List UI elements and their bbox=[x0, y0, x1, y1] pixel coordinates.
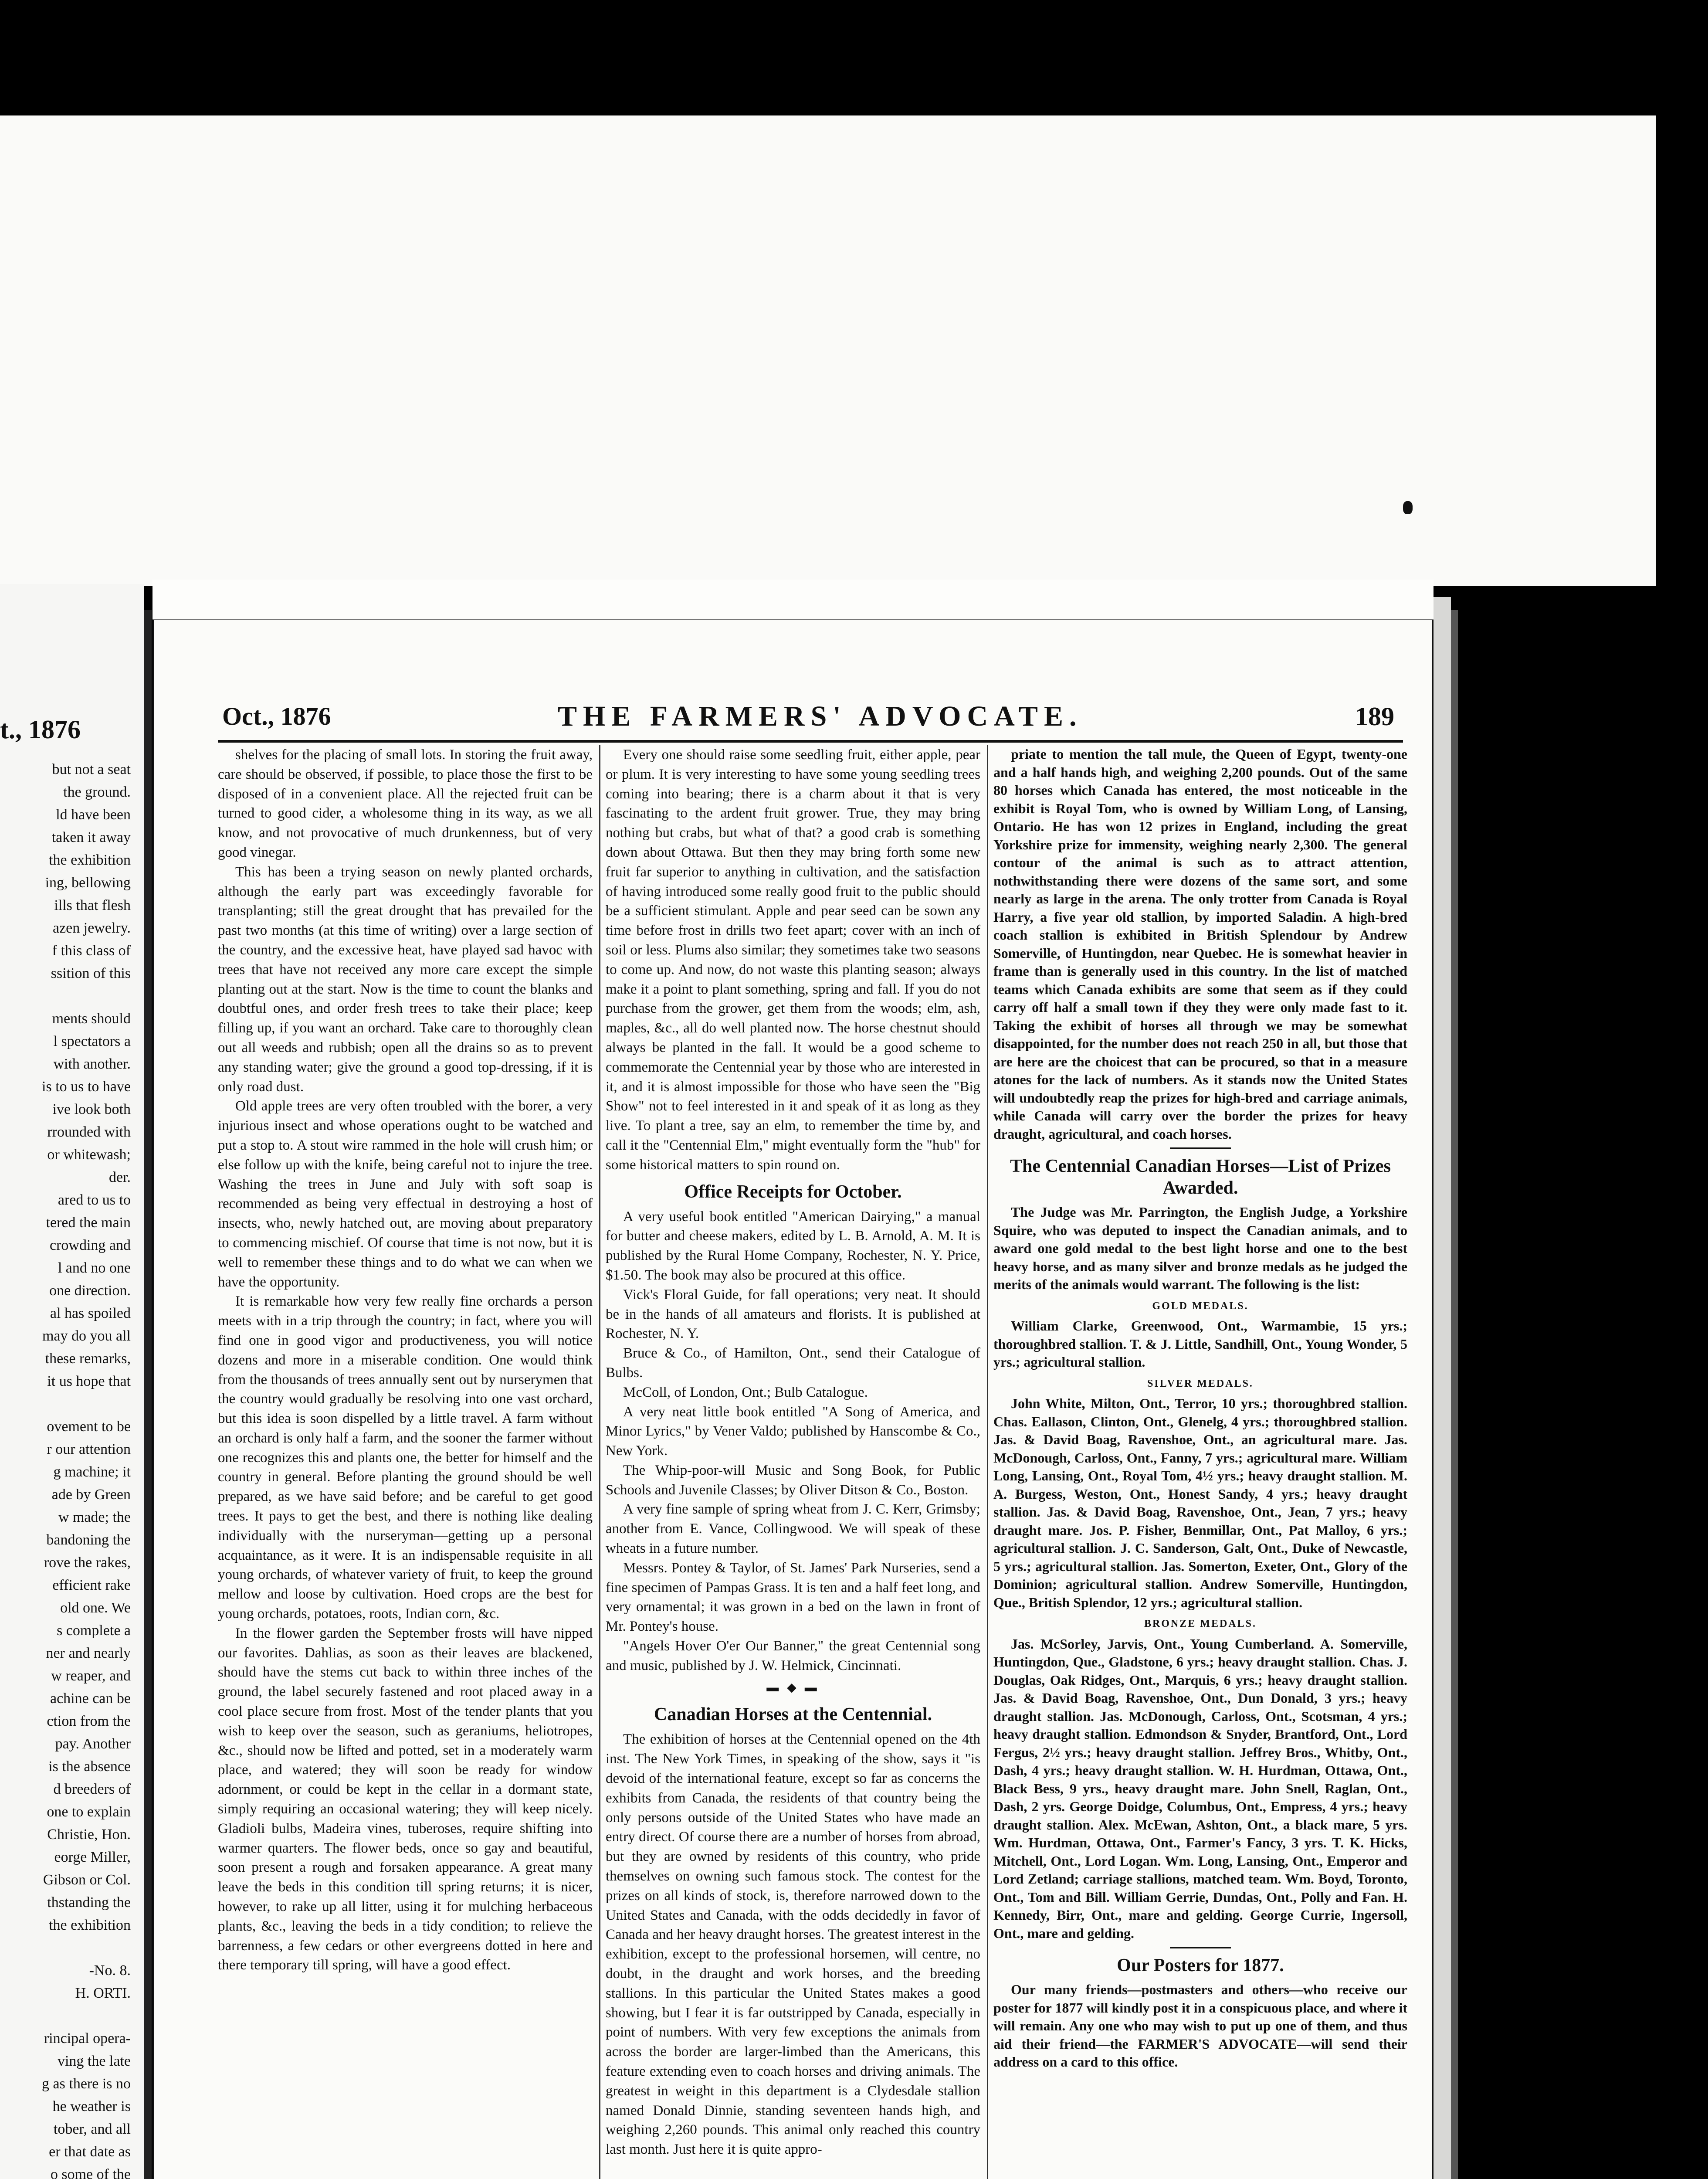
canadian-horses-text: The exhibition of horses at the Centennial opened on the 4th inst. The New York Times, in speaking of the show, says it "is devoid of the international feature, except so far as concerns the exhibits from Canada, the residents of that country being the only persons outside of the United States who have made an entry direct. Of course there are a number of horses from abroad, but they are owned by residents of this country, who pride themselves on owning such famous stock. The contest for the prizes on all kinds of stock, is, therefore narrowed down to the United States and Canada, with the odds decidedly in favor of Canada and her heavy draught horses. The greatest interest in the exhibition, except to the professional horsemen, will centre, no doubt, in the draught and work horses, and the breeding stallions. In this particular the United States makes a good showing, but I fear it is far outstripped by Canada, especially in point of numbers. With very few exceptions the animals from across the border are larger-limbed than the Americans, this feature extending even to coach horses and driving animals. The greatest in weight in this department is a Clydesdale stallion named Donald Dinnie, standing seventeen hands high, and weighing 2,260 pounds. This animal only reached this country last month. Just here it is quite appro- bbox=[606, 1731, 980, 2158]
orchard-paragraph: It is remarkable how very few really fine orchards a person meets with in a trip through the country; in fact, where you will find one in good vigor and productiveness, you will notice dozens and more in a miserable condition. One would think from the thousands of trees annually sent out by nurserymen that the country would gradually be resolving into one vast orchard, but this idea is soon dispelled by a little travel. A farm without an orchard is only half a farm, and the sooner the farmer without one recognizes this and plants one, the better for himself and the country in general. Before planting the ground should be well prepared, as we have said before; and be careful to get good trees. It pays to get the best, and there is nothing like dealing individually with the nurseryman—getting up a personal acquaintance, as it were. It is an indispensable requisite in all young orchards, of whatever variety of fruit, to keep the ground mellow and loose by cultivation. Hoed crops are the best for young orchards, potatoes, roots, Indian corn, &c. bbox=[218, 1293, 593, 1622]
facing-page-line: efficient rake bbox=[52, 1577, 131, 1593]
facing-page-line: he weather is bbox=[52, 2098, 131, 2115]
facing-page-line: ared to us to bbox=[58, 1192, 131, 1208]
facing-page-line: w made; the bbox=[58, 1509, 131, 1525]
canadian-horses-heading: Canadian Horses at the Centennial. bbox=[654, 1704, 932, 1725]
facing-page-line: taken it away bbox=[51, 829, 131, 845]
facing-page-line: it us hope that bbox=[47, 1373, 131, 1389]
facing-page-line: ld have been bbox=[56, 807, 131, 823]
facing-page-line: azen jewelry. bbox=[52, 920, 131, 936]
masthead-title: THE FARMERS' ADVOCATE. bbox=[558, 700, 1083, 732]
facing-page-text bbox=[0, 758, 131, 2179]
facing-page-line: one direction. bbox=[49, 1283, 131, 1299]
prizes-intro: The Judge was Mr. Parrington, the English Judge, a Yorkshire Squire, who was deputed to inspect the Canadian animals, and to award one gold medal to the best light horse and one to the best heavy horse, and as many silver and bronze medals as he judged the merits of the animals would warrant. The following is the list: bbox=[993, 1204, 1407, 1292]
section-rule bbox=[1170, 1947, 1231, 1948]
column-2 bbox=[606, 745, 980, 2179]
facing-page-line: al has spoiled bbox=[50, 1305, 131, 1321]
facing-page-line: ction from the bbox=[47, 1713, 131, 1729]
background-top bbox=[0, 115, 1656, 586]
posters-heading: Our Posters for 1877. bbox=[1117, 1955, 1284, 1975]
bronze-medals-list: Jas. McSorley, Jarvis, Ont., Young Cumberland. A. Somerville, Huntingdon, Que., Gladstone, 6 yrs.; heavy draught stallion. Chas. J. Douglas, Oak Ridges, Ont., Marquis, 6 yrs.; heavy draught stallion. Jas. & David Boag, Ravenshoe, Ont., Dun Donald, 3 yrs.; heavy draught stallion. Jas. McDonough, Carloss, Ont., Scotsman, 4 yrs.; heavy draught stallion. Edmondson & Snyder, Brantford, Ont., Lord Fergus, 2½ yrs.; heavy draught stallion. Jeffrey Bros., Whitby, Ont., Dash, 4 yrs.; heavy draught stallion. W. H. Hurdman, Ottawa, Ont., Black Bess, 9 yrs., heavy draught mare. John Snell, Raglan, Ont., Dash, 2 yrs. George Doidge, Columbus, Ont., Empress, 4 yrs.; heavy draught stallion. Alex. McEwan, Ashton, Ont., a black mare, 5 yrs. Wm. Hurdman, Ottawa, Ont., Farmer's Fancy, 3 yrs. T. K. Hicks, Mitchell, Ont., Lord Logan. Wm. Long, Lansing, Ont., Emperor and Lord Zetland; carriage stallions, matched team. Wm. Boyd, Toronto, Ont., Tom and Bill. William Gerrie, Dundas, Ont., Polly and Fan. H. Kennedy, Birr, Ont., mare and gelding. George Currie, Ingersoll, Ont., mare and gelding. bbox=[993, 1636, 1407, 1941]
orchard-paragraph: Old apple trees are very often troubled with the borer, a very injurious insect and whose operations ought to be watched and put a stop to. A stout wire rammed in the hole will crush him; or else follow up with the knife, being careful not to injure the tree. Washing the trees in June and July with soft soap is recommended as being very effectual in destroying a host of insects, who, newly hatched out, are moving about preparatory to commencing mischief. Of course that time is not now, but it is well to remember these things and to do what we can when we have the opportunity. bbox=[218, 1098, 593, 1290]
facing-page-line: with another. bbox=[53, 1056, 131, 1072]
facing-page-left bbox=[0, 584, 144, 2179]
facing-page-line: ing, bellowing bbox=[45, 875, 131, 891]
facing-page-line: the exhibition bbox=[49, 1917, 131, 1933]
office-receipt-item: A very fine sample of spring wheat from J. C. Kerr, Grimsby; another from E. Vance, Collingwood. We will speak of these wheats in a future number. bbox=[606, 1501, 980, 1557]
orchard-paragraph: shelves for the placing of small lots. In storing the fruit away, care should be observed, if possible, to place those the first to be disposed of in a convenient place. All the rejected fruit can be turned to good cider, a wholesome thing in its way, as we all know, and not provocative of much drunkenness, but of very good vinegar. bbox=[218, 747, 593, 860]
facing-page-header: t., 1876 bbox=[0, 715, 81, 744]
facing-page-line: w reaper, and bbox=[51, 1668, 131, 1684]
office-receipt-item: A very useful book entitled "American Dairying," a manual for butter and cheese makers, edited by L. B. Arnold, A. M. It is published by the Rural Home Company, Rochester, N. Y. Price, $1.50. The book may also be procured at this office. bbox=[606, 1208, 980, 1283]
gold-medals-list: William Clarke, Greenwood, Ont., Warmambie, 15 yrs.; thoroughbred stallion. T. & J. Little, Sandhill, Ont., Young Wonder, 5 yrs.; agricultural stallion. bbox=[993, 1318, 1407, 1370]
section-ornament: ▬ ◆ ▬ bbox=[766, 1680, 820, 1694]
facing-page-line: -No. 8. bbox=[89, 1962, 131, 1979]
issue-date: Oct., 1876 bbox=[222, 702, 331, 730]
ink-speck bbox=[1403, 501, 1413, 514]
silver-medals-list: John White, Milton, Ont., Terror, 10 yrs.; thoroughbred stallion. Chas. Eallason, Clinton, Ont., Glenelg, 4 yrs.; thoroughbred stallion. Jas. & David Boag, Ravenshoe, Ont., an agricultural mare. Jas. McDonough, Carloss, Ont., Fanny, 7 yrs.; agricultural mare. William Long, Lansing, Ont., Royal Tom, 4½ yrs.; heavy draught stallion. M. A. Burgess, Weston, Ont., Honest Sandy, 4 yrs.; heavy draught stallion. Jas. & David Boag, Ravenshoe, Ont., Jean, 7 yrs.; heavy draught mare. Jos. P. Fisher, Benmillar, Ont., Pat Malloy, 6 yrs.; agricultural stallion. J. C. Sanderson, Galt, Ont., Duke of Newcastle, 5 yrs.; agricultural stallion. Jas. Somerton, Exeter, Ont., Glory of the Dominion; agricultural stallion. Andrew Somerville, Huntingdon, Que., British Splendor, 12 yrs.; agricultural stallion. bbox=[993, 1395, 1407, 1610]
facing-page-line: crowding and bbox=[49, 1237, 131, 1253]
facing-page-line: ovement to be bbox=[47, 1419, 131, 1435]
facing-page-line: s complete a bbox=[57, 1622, 131, 1639]
facing-page-line: tered the main bbox=[46, 1215, 131, 1231]
facing-page-line: ner and nearly bbox=[46, 1645, 131, 1661]
office-receipt-item: "Angels Hover O'er Our Banner," the great Centennial song and music, published by J. W. Helmick, Cincinnati. bbox=[606, 1638, 980, 1673]
facing-page-line: g as there is no bbox=[42, 2076, 131, 2092]
orchard-paragraph: This has been a trying season on newly planted orchards, although the early part was exceedingly favorable for transplanting; still the great drought that has prevailed for the past two months (at this time of writing) over a large section of the country, and the excessive heat, have played sad havoc with trees that have not received any more care except the simple planting out at the start. Now is the time to count the blanks and doubtful ones, and order fresh trees to take their place; keep filling up, if you want an orchard. Take care to thoroughly clean out all weeds and rubbish; open all the drains so as to prevent any standing water; give the ground a good top-dressing, if it is only road dust. bbox=[218, 864, 593, 1095]
posters-text: Our many friends—postmasters and others—who receive our poster for 1877 will kindly post it in a conspicuous place, and where it will remain. Any one who may wish to put up one of them, and thus aid their friend—the FARMER'S ADVOCATE—will send their address on a card to this office. bbox=[993, 1982, 1407, 2070]
facing-page-line: may do you all bbox=[42, 1328, 131, 1344]
facing-page-line bbox=[0, 2005, 131, 2027]
office-receipt-item: Bruce & Co., of Hamilton, Ont., send their Catalogue of Bulbs. bbox=[606, 1345, 980, 1381]
page-edge-strip bbox=[1434, 597, 1451, 2179]
facing-page-line: eorge Miller, bbox=[54, 1849, 131, 1865]
office-receipt-item: McColl, of London, Ont.; Bulb Catalogue. bbox=[623, 1384, 868, 1400]
facing-page-line: Christie, Hon. bbox=[47, 1826, 131, 1843]
page-gutter bbox=[144, 610, 152, 2179]
page-header bbox=[222, 702, 1399, 737]
facing-page-line: der. bbox=[108, 1169, 131, 1185]
facing-page-line: rove the rakes, bbox=[44, 1554, 131, 1571]
facing-page-line: ive look both bbox=[52, 1101, 131, 1117]
seedling-paragraph: Every one should raise some seedling fruit, either apple, pear or plum. It is very interesting to have some young seedling trees coming into bearing; there is a charm about it that is very fascinating to the ardent fruit grower. True, they may bring nothing but crabs, but what of that? a good crab is something down about Ottawa. But then they may bring forth some new fruit far superior to anything in cultivation, and the satisfaction of having introduced some really good fruit to the public should be a sufficient stimulant. Apple and pear seed can be sown any time before frost in drills two feet apart; cover with an inch of soil or less. Plums also similar; they sometimes take two seasons to come up. And now, do not waste this planting season; always make it a point to plant something, spring and fall. If you do not purchase from the grower, get them from the woods; elm, ash, maples, &c., all do well planted now. The horse chestnut should always be planted in the fall. It would be a good scheme to commemorate the Centennial year by those who are interested in it, and it is almost impossible for those who have seen the "Big Show" not to feel interested in it and speak of it as long as they live. To plant a tree, say an elm, to remember the time by, and call it the "Centennial Elm," might eventually form the "hub" for some historical matters to spin round on. bbox=[606, 747, 980, 1173]
facing-page-line: l and no one bbox=[58, 1260, 131, 1276]
facing-page-line: ments should bbox=[52, 1011, 131, 1027]
facing-page-line: the exhibition bbox=[49, 852, 131, 868]
facing-page-line: old one. We bbox=[60, 1600, 131, 1616]
facing-page-line: r our attention bbox=[47, 1441, 131, 1457]
facing-page-line: ssition of this bbox=[51, 965, 131, 981]
column-1 bbox=[218, 745, 593, 2179]
office-receipts-heading: Office Receipts for October. bbox=[684, 1181, 902, 1202]
facing-page-line: one to explain bbox=[47, 1804, 131, 1820]
page-frame-edge bbox=[1451, 610, 1458, 2179]
facing-page-line: but not a seat bbox=[52, 761, 131, 777]
page-number: 189 bbox=[1355, 702, 1394, 731]
facing-page-line: d breeders of bbox=[53, 1781, 131, 1797]
facing-page-line: bandoning the bbox=[46, 1532, 131, 1548]
facing-page-line: these remarks, bbox=[45, 1351, 131, 1367]
office-receipts-list bbox=[606, 1207, 980, 1676]
office-receipt-item: Messrs. Pontey & Taylor, of St. James' Park Nurseries, send a fine specimen of Pampas Grass. It is ten and a half feet long, and very ornamental; it was grown in a bed on the lawn in front of Mr. Pontey's house. bbox=[606, 1560, 980, 1635]
section-rule bbox=[1170, 1147, 1231, 1149]
column-separator bbox=[987, 745, 988, 2179]
facing-page-line: is to us to have bbox=[42, 1079, 131, 1095]
office-receipt-item: A very neat little book entitled "A Song of America, and Minor Lyrics," by Vener Valdo; published by Hanscombe & Co., New York. bbox=[606, 1404, 980, 1459]
facing-page-line bbox=[0, 1937, 131, 1959]
facing-page-line: is the absence bbox=[48, 1758, 131, 1775]
orchard-paragraph: In the flower garden the September frosts will have nipped our favorites. Dahlias, as soon as their leaves are blackened, should have the stems cut back to within three inches of the ground, the label securely fastened and root placed away in a cool place secure from frost. Most of the tender plants that you wish to keep over the season, such as geraniums, heliotropes, &c., should now be lifted and potted, set in a moderately warm place, and watered; they will soon be ready for window adornment, or could be kept in the cellar in a dormant state, simply requiring an occasional watering; they will keep nicely. Gladioli bulbs, Madeira vines, tuberoses, require shifting into warmer quarters. The flower beds, once so gay and beautiful, soon present a rough and forsaken appearance. A great many leave the beds in this condition till spring returns; it is nicer, however, to rake up all litter, using it for mulching herbaceous plants, &c., leaving the beds in a tidy condition; to relieve the barrenness, a few cedars or other evergreens dotted in here and there temporary till spring, will have a good effect. bbox=[218, 1625, 593, 1973]
horses-continued-text: priate to mention the tall mule, the Queen of Egypt, twenty-one and a half hands high, and weighing 2,200 pounds. Out of the same 80 horses which Canada has entered, the most noticeable in the exhibit is Royal Tom, who is owned by William Long, of Lansing, Ontario. He has won 12 prizes in England, including the great Yorkshire prize for immensity, weighing nearly 2,300. The general contour of the animal is such as to attract attention, nothwithstanding there were dozens of the same sort, and some nearly as large in the arena. The only trotter from Canada is Royal Harry, a five year old stallion, by imported Saladin. A high-bred coach stallion is exhibited in British Splendour by Andrew Somerville, of Huntingdon, near Quebec. He is somewhat heavier in frame than is generally used in this country. In the list of matched teams which Canada exhibits are some that seem as if they could carry off half a small town if they they were only made fast to it. Taking the exhibit of horses all through we may be somewhat disappointed, for the number does not reach 250 in all, but those that are here are the choicest that can be procured, so that in a measure atones for the lack of numbers. As it stands now the United States will undoubtedly reap the prizes for high-bred and carriage animals, while Canada will carry over the border the prizes for heavy draught, agricultural, and coach horses. bbox=[993, 746, 1407, 1142]
facing-page-line: tober, and all bbox=[53, 2121, 131, 2137]
facing-page-line: f this class of bbox=[52, 943, 131, 959]
facing-page-line bbox=[0, 985, 131, 1008]
facing-page-line: o some of the bbox=[50, 2166, 131, 2179]
column-separator bbox=[599, 745, 600, 2179]
facing-page-line: Gibson or Col. bbox=[43, 1872, 131, 1888]
page-top-edge bbox=[152, 580, 1434, 620]
newspaper-page bbox=[152, 580, 1434, 2179]
facing-page-line: ills that flesh bbox=[54, 897, 131, 913]
facing-page-line: ving the late bbox=[57, 2053, 131, 2069]
column-3 bbox=[993, 745, 1407, 2179]
gold-medals-heading: GOLD MEDALS. bbox=[1152, 1300, 1249, 1312]
facing-page-line: ade by Green bbox=[51, 1487, 131, 1503]
bronze-medals-heading: BRONZE MEDALS. bbox=[1144, 1618, 1257, 1629]
facing-page-line: er that date as bbox=[49, 2144, 131, 2160]
prizes-heading: The Centennial Canadian Horses—List of Prizes Awarded. bbox=[1010, 1156, 1391, 1198]
facing-page-line: achine can be bbox=[50, 1690, 131, 1707]
header-rule bbox=[218, 740, 1403, 743]
background-right bbox=[1656, 118, 1708, 2179]
facing-page-line: the ground. bbox=[63, 784, 131, 800]
facing-page-line: rincipal opera- bbox=[44, 2030, 131, 2047]
silver-medals-heading: SILVER MEDALS. bbox=[1147, 1378, 1254, 1389]
facing-page-line: or whitewash; bbox=[47, 1147, 131, 1163]
facing-page-line bbox=[0, 1393, 131, 1415]
facing-page-line: H. ORTI. bbox=[75, 1985, 131, 2001]
facing-page-line: pay. Another bbox=[55, 1736, 131, 1752]
facing-page-line: thstanding the bbox=[47, 1894, 131, 1911]
facing-page-line: rrounded with bbox=[47, 1124, 131, 1140]
office-receipt-item: Vick's Floral Guide, for fall operations; very neat. It should be in the hands of all amateurs and florists. It is published at Rochester, N. Y. bbox=[606, 1286, 980, 1342]
facing-page-line: l spectators a bbox=[53, 1033, 131, 1049]
office-receipt-item: The Whip-poor-will Music and Song Book, for Public Schools and Juvenile Classes; by Oliver Ditson & Co., Boston. bbox=[606, 1462, 980, 1498]
facing-page-line: g machine; it bbox=[53, 1464, 131, 1480]
